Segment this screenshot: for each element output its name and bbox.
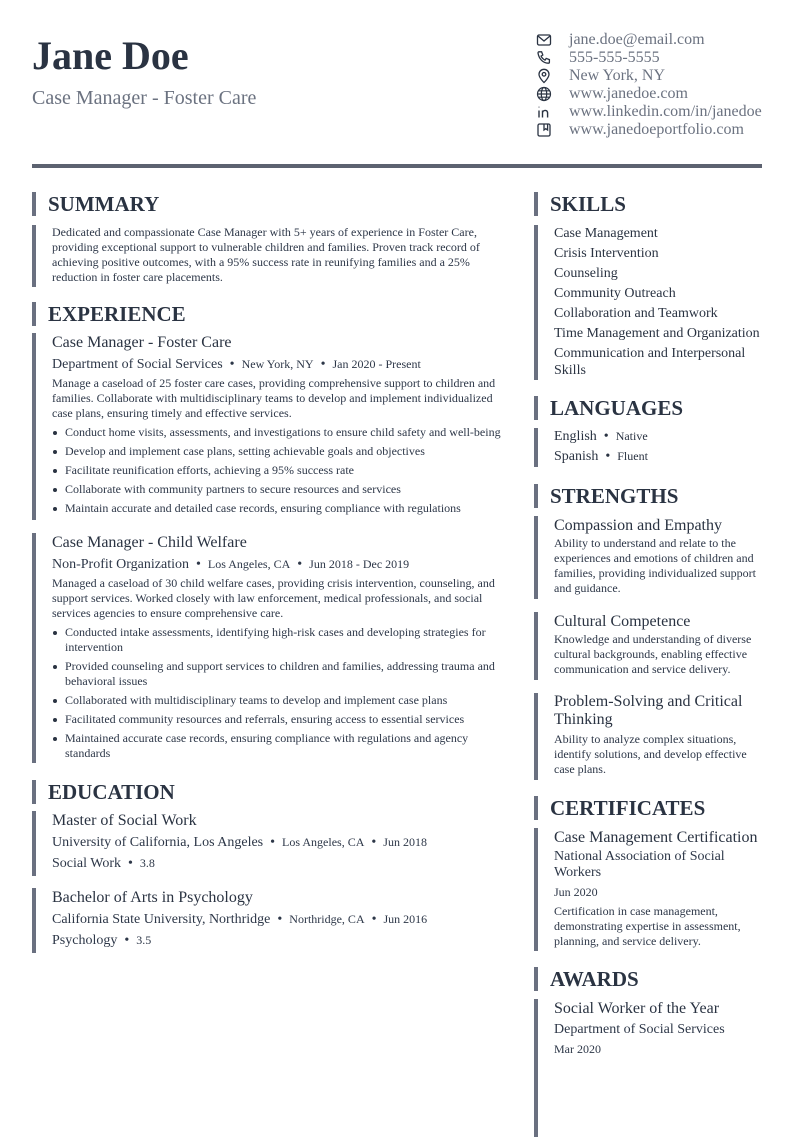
strength-title: Cultural Competence	[554, 613, 691, 630]
phone-icon	[536, 50, 552, 66]
strength-item	[534, 693, 762, 780]
degree: Bachelor of Arts in Psychology	[52, 889, 253, 906]
linkedin-icon	[536, 104, 552, 120]
languages-list	[534, 428, 762, 467]
summary-text: Dedicated and compassionate Case Manager with 5+ years of experience in Foster Care, providing exceptional support to vulnerable children and families. Proven track record of achieving positive outcomes, with a 95% success rate in reunifying families and a 25% reduction in foster care placements.	[32, 225, 504, 287]
certificate-item	[534, 828, 762, 951]
job-bullet: Maintained accurate case records, ensuring compliance with regulations and agency standards	[52, 731, 504, 761]
skill-item: Counseling	[554, 266, 618, 281]
language-level: Native	[615, 429, 648, 443]
education-heading: EDUCATION	[32, 780, 504, 804]
experience-item	[32, 333, 504, 520]
language-name: English	[554, 429, 597, 444]
summary-heading: SUMMARY	[32, 192, 504, 216]
field-of-study: Social Work	[52, 856, 121, 871]
skill-item: Collaboration and Teamwork	[554, 306, 718, 321]
job-org-line: Non-Profit Organization • Los Angeles, CA • Jun 2018 - Dec 2019	[52, 557, 410, 572]
school-line: University of California, Los Angeles • Los Angeles, CA • Jun 2018	[52, 835, 427, 850]
strength-text: Ability to understand and relate to the experiences and emotions of children and families, providing individualized support and guidance.	[554, 536, 756, 595]
certificate-title: Case Management Certification	[554, 829, 758, 846]
job-dates: Jun 2018 - Dec 2019	[309, 557, 410, 571]
strength-title: Problem-Solving and Critical Thinking	[554, 693, 743, 728]
contact-location	[536, 67, 762, 85]
education-item	[32, 811, 504, 876]
contact-portfolio-text: www.janedoeportfolio.com	[569, 121, 744, 138]
job-bullets	[52, 425, 504, 516]
job-description: Manage a caseload of 25 foster care cases, providing comprehensive support to children and families. Collaborate with multidisciplinary teams to develop and implement individualized case plans, ensuring timely and effective services.	[52, 376, 496, 420]
job-org-line: Department of Social Services • New York, NY • Jan 2020 - Present	[52, 357, 421, 372]
award-title: Social Worker of the Year	[554, 1000, 720, 1017]
skill-item: Communication and Interpersonal Skills	[554, 346, 746, 378]
school: California State University, Northridge	[52, 912, 271, 927]
job-title: Case Manager - Foster Care	[52, 334, 232, 351]
contact-location-text: New York, NY	[569, 67, 666, 84]
graduation-date: Jun 2018	[383, 835, 427, 849]
job-location: New York, NY	[241, 357, 314, 371]
field-of-study: Psychology	[52, 933, 118, 948]
contact-email[interactable]	[536, 31, 762, 49]
candidate-name: Jane Doe	[32, 33, 189, 78]
award-item	[534, 999, 762, 1137]
globe-icon	[536, 86, 552, 102]
mail-icon	[536, 32, 552, 48]
education-item	[32, 888, 504, 953]
graduation-date: Jun 2016	[383, 912, 428, 926]
job-bullet: Provided counseling and support services to children and families, addressing trauma and behavioral issues	[52, 659, 504, 689]
job-dates: Jan 2020 - Present	[332, 357, 421, 371]
awards-heading: AWARDS	[534, 967, 762, 991]
strength-text: Knowledge and understanding of diverse cultural backgrounds, enabling effective communication and service delivery.	[554, 632, 752, 676]
skill-item: Community Outreach	[554, 286, 676, 301]
school-line: California State University, Northridge • Northridge, CA • Jun 2016	[52, 912, 428, 927]
main-column	[32, 190, 504, 953]
certificate-text: Certification in case management, demonstrating expertise in assessment, planning, and service delivery.	[554, 904, 741, 948]
skill-item: Case Management	[554, 226, 658, 241]
side-column	[534, 190, 762, 1137]
certificates-heading: CERTIFICATES	[534, 796, 762, 820]
job-bullet: Facilitated community resources and referrals, ensuring access to essential services	[52, 712, 504, 727]
job-description: Managed a caseload of 30 child welfare cases, providing crisis intervention, counseling, and support services. Worked closely with law enforcement, medical professionals, and social services agencies to ensure comprehensive care.	[52, 576, 495, 620]
job-bullet: Maintain accurate and detailed case records, ensuring compliance with regulations	[52, 501, 504, 516]
skill-item: Time Management and Organization	[554, 326, 760, 341]
job-location: Los Angeles, CA	[207, 557, 291, 571]
field-line: Social Work • 3.8	[52, 856, 155, 871]
school-location: Northridge, CA	[289, 912, 365, 926]
school-location: Los Angeles, CA	[282, 835, 365, 849]
contact-linkedin-text: www.linkedin.com/in/janedoe	[569, 103, 762, 120]
contact-website[interactable]	[536, 85, 762, 103]
language-level: Fluent	[617, 449, 648, 463]
job-bullet: Facilitate reunification efforts, achieving a 95% success rate	[52, 463, 504, 478]
gpa: 3.5	[136, 933, 152, 947]
language-name: Spanish	[554, 449, 599, 464]
strengths-heading: STRENGTHS	[534, 484, 762, 508]
job-bullet: Conducted intake assessments, identifying high-risk cases and developing strategies for intervention	[52, 625, 504, 655]
job-org: Non-Profit Organization	[52, 557, 189, 572]
candidate-title: Case Manager - Foster Care	[32, 87, 257, 109]
skill-item: Crisis Intervention	[554, 246, 659, 261]
skills-heading: SKILLS	[534, 192, 762, 216]
job-title: Case Manager - Child Welfare	[52, 534, 247, 551]
field-line: Psychology • 3.5	[52, 933, 152, 948]
contact-phone-text: 555-555-5555	[569, 49, 660, 66]
certificate-issuer: National Association of Social Workers	[554, 849, 725, 880]
job-bullet: Collaborate with community partners to secure resources and services	[52, 482, 504, 497]
contact-phone[interactable]	[536, 49, 762, 67]
strength-item	[534, 612, 762, 680]
strength-title: Compassion and Empathy	[554, 517, 722, 534]
job-org: Department of Social Services	[52, 357, 223, 372]
job-bullet: Develop and implement case plans, setting achievable goals and objectives	[52, 444, 504, 459]
contact-list	[536, 31, 762, 139]
job-bullets	[52, 625, 504, 761]
language-item: Spanish • Fluent	[554, 449, 648, 464]
language-item: English • Native	[554, 429, 648, 444]
strength-text: Ability to analyze complex situations, identify solutions, and develop effective case plans.	[554, 732, 747, 776]
experience-item	[32, 533, 504, 763]
certificate-date: Jun 2020	[554, 885, 598, 899]
job-bullet: Conduct home visits, assessments, and investigations to ensure child safety and well-being	[52, 425, 504, 440]
header-divider	[32, 164, 762, 168]
contact-linkedin[interactable]	[536, 103, 762, 121]
strength-item	[534, 516, 762, 599]
contact-portfolio[interactable]	[536, 121, 762, 139]
languages-heading: LANGUAGES	[534, 396, 762, 420]
award-issuer: Department of Social Services	[554, 1022, 725, 1037]
job-bullet: Collaborated with multidisciplinary teams to develop and implement case plans	[52, 693, 504, 708]
degree: Master of Social Work	[52, 812, 197, 829]
skills-list	[534, 225, 762, 380]
contact-email-text: jane.doe@email.com	[569, 31, 705, 48]
gpa: 3.8	[139, 856, 155, 870]
contact-website-text: www.janedoe.com	[569, 85, 688, 102]
location-icon	[536, 68, 552, 84]
experience-heading: EXPERIENCE	[32, 302, 504, 326]
award-date: Mar 2020	[554, 1042, 601, 1056]
portfolio-icon	[536, 122, 552, 138]
school: University of California, Los Angeles	[52, 835, 264, 850]
